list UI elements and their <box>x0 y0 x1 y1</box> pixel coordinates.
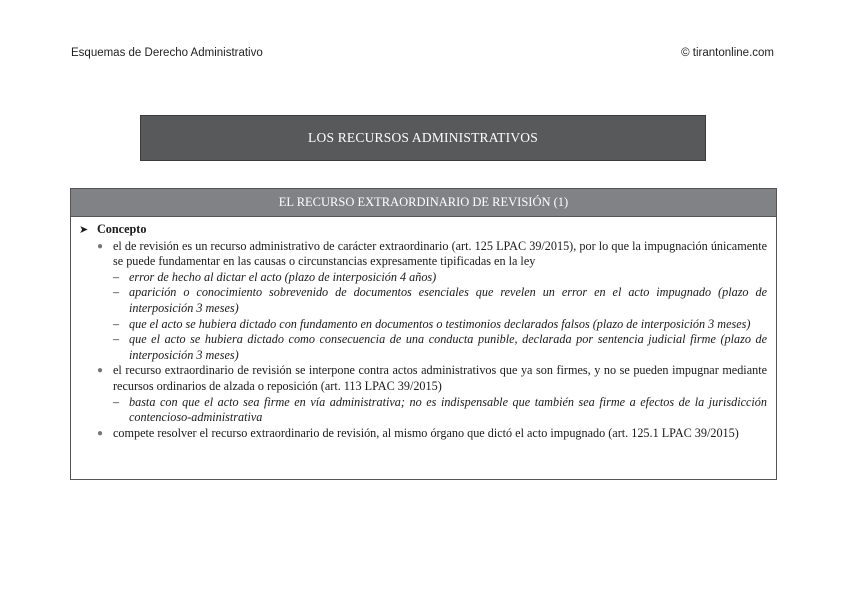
list-item <box>97 239 767 270</box>
section-heading: EL RECURSO EXTRAORDINARIO DE REVISIÓN (1) <box>71 189 776 217</box>
bullet-text: el de revisión es un recurso administrativo de carácter extraordinario (art. 125 LPAC 39/2015), por lo que la impugnación únicamente se puede fundamentar en las causas o circunstancias expresamente tipificadas en la ley <box>113 238 767 269</box>
sub-item-text: error de hecho al dictar el acto (plazo de interposición 4 años) <box>129 269 437 284</box>
sub-list-item <box>113 332 767 363</box>
concept-label: Concepto <box>97 222 147 236</box>
chevron-right-icon: ➤ <box>79 224 89 236</box>
sub-item-text: que el acto se hubiera dictado como consecuencia de una conducta punible, declarada por sentencia judicial firme (plazo de interposición 3 meses) <box>129 332 767 362</box>
section-box <box>70 188 777 480</box>
sub-item-text: basta con que el acto sea firme en vía administrativa; no es indispensable que también sea firme a efectos de la jurisdicción contencioso-administrativa <box>129 394 767 425</box>
dash-icon: – <box>113 285 120 300</box>
sub-list-item <box>113 317 767 333</box>
bullet-icon: ● <box>97 240 104 252</box>
bullet-text: compete resolver el recurso extraordinario de revisión, al mismo órgano que dictó el acto impugnado (art. 125.1 LPAC 39/2015) <box>113 425 739 440</box>
page-title: LOS RECURSOS ADMINISTRATIVOS <box>140 115 706 161</box>
concept-heading <box>79 222 767 239</box>
sub-list-item <box>113 285 767 316</box>
list-item <box>97 426 767 442</box>
bullet-icon: ● <box>97 427 104 439</box>
sub-list-item <box>113 395 767 426</box>
dash-icon: – <box>113 332 120 347</box>
bullet-text: el recurso extraordinario de revisión se interpone contra actos administrativos que ya son firmes, y no se pueden impugnar mediante recursos ordinarios de alzada o reposición (art. 113 LPAC 39/2015) <box>113 363 767 393</box>
book-title: Esquemas de Derecho Administrativo <box>71 47 263 59</box>
dash-icon: – <box>113 316 120 331</box>
list-item <box>97 363 767 394</box>
sub-list-item <box>113 270 767 286</box>
bullet-icon: ● <box>97 365 104 377</box>
dash-icon: – <box>113 394 120 409</box>
section-body <box>71 217 776 441</box>
page-header <box>71 47 774 63</box>
dash-icon: – <box>113 269 120 284</box>
sub-item-text: aparición o conocimiento sobrevenido de documentos esenciales que revelen un error en el acto impugnado (plazo de interposición 3 meses) <box>129 285 767 315</box>
copyright-link[interactable]: © tirantonline.com <box>681 47 774 59</box>
sub-item-text: que el acto se hubiera dictado con fundamento en documentos o testimonios declarados falsos (plazo de interposición 3 meses) <box>129 316 751 331</box>
